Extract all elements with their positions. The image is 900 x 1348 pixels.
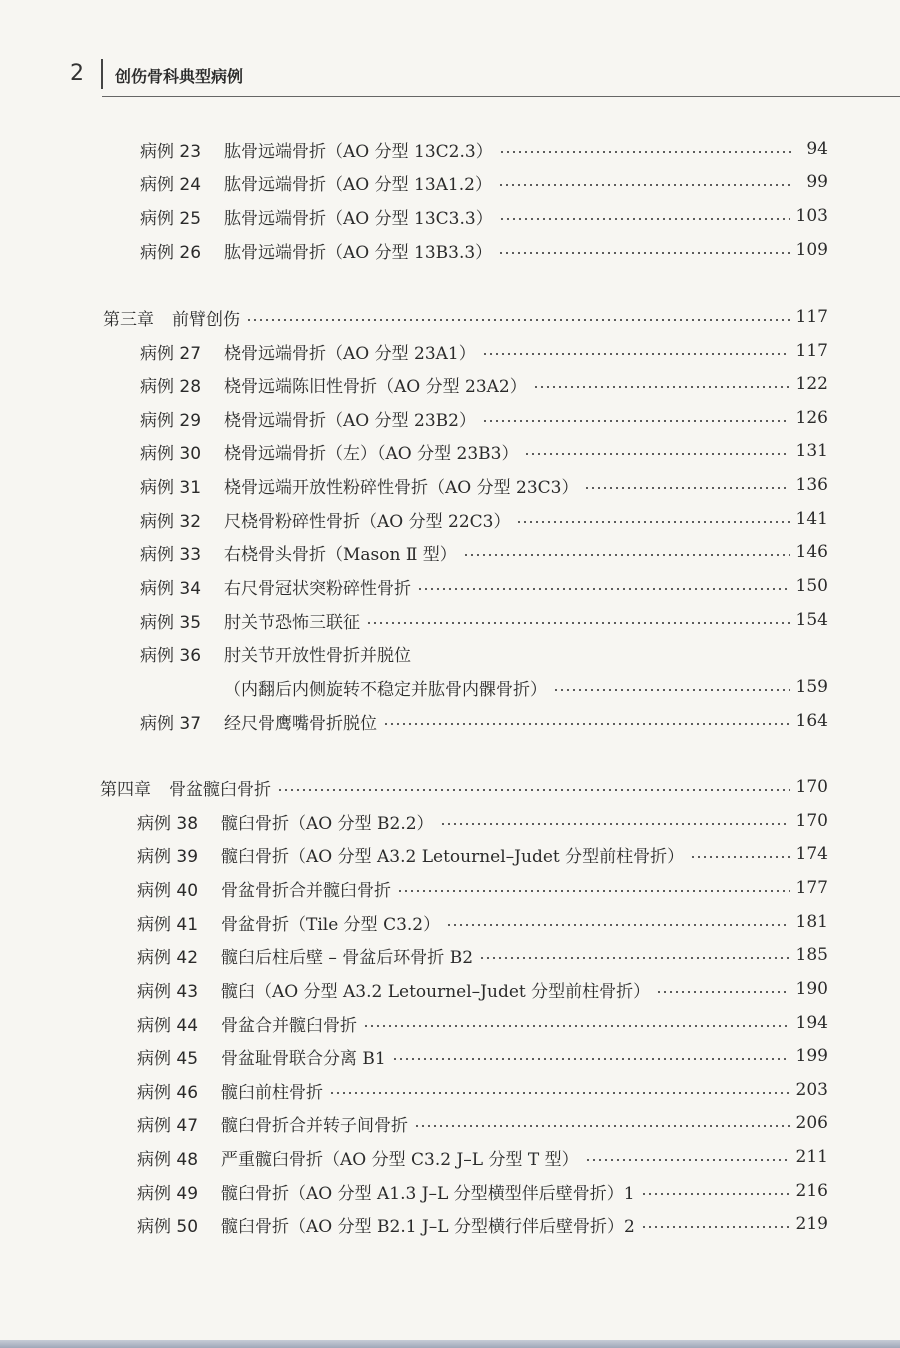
toc-entry[interactable] xyxy=(137,908,828,936)
page-ref: 122 xyxy=(795,374,828,394)
case-title: 右桡骨头骨折（Mason Ⅱ 型） xyxy=(224,544,457,565)
case-title: 桡骨远端骨折（AO 分型 23A1） xyxy=(224,343,476,364)
page-ref: 126 xyxy=(795,408,828,428)
case-title: 经尺骨鹰嘴骨折脱位 xyxy=(224,713,377,734)
case-title: 肱骨远端骨折（AO 分型 13A1.2） xyxy=(224,174,492,195)
toc-entry[interactable] xyxy=(140,135,828,163)
case-label: 病例 31 xyxy=(140,477,202,498)
dot-leader xyxy=(585,1159,790,1161)
dot-leader xyxy=(366,622,790,624)
dot-leader xyxy=(656,991,789,993)
case-subtitle: （内翻后内侧旋转不稳定并肱骨内髁骨折） xyxy=(224,679,547,700)
toc-entry-case-36-subtitle[interactable] xyxy=(224,673,828,701)
toc-entry-case-36[interactable] xyxy=(140,639,828,667)
toc-entry[interactable] xyxy=(140,572,828,600)
chapter-label: 第四章 xyxy=(100,779,151,800)
page-bottom-edge xyxy=(0,1340,900,1348)
toc-entry[interactable] xyxy=(137,1210,828,1238)
toc-entry[interactable] xyxy=(137,975,828,1003)
case-title: 骨盆合并髋臼骨折 xyxy=(221,1015,357,1036)
page-ref: 211 xyxy=(795,1147,828,1167)
case-title: 桡骨远端陈旧性骨折（AO 分型 23A2） xyxy=(224,376,527,397)
case-label: 病例 25 xyxy=(140,208,202,229)
case-label: 病例 46 xyxy=(137,1082,199,1103)
page-ref: 136 xyxy=(795,475,828,495)
page-ref: 190 xyxy=(795,979,828,999)
chapter-entry-4[interactable] xyxy=(100,773,828,801)
dot-leader xyxy=(690,856,789,858)
toc-entry[interactable] xyxy=(137,1076,828,1104)
page-ref: 164 xyxy=(795,711,828,731)
case-title: 桡骨远端骨折（AO 分型 23B2） xyxy=(224,410,476,431)
toc-entry[interactable] xyxy=(140,337,828,365)
case-title: 髋臼后柱后壁 – 骨盆后环骨折 B2 xyxy=(221,947,474,968)
dot-leader xyxy=(417,588,790,590)
case-title: 髋臼骨折（AO 分型 A3.2 Letournel–Judet 分型前柱骨折） xyxy=(221,846,685,867)
case-label: 病例 30 xyxy=(140,443,202,464)
page-ref: 203 xyxy=(795,1080,828,1100)
case-label: 病例 29 xyxy=(140,410,202,431)
case-title: 髋臼骨折（AO 分型 A1.3 J–L 分型横型伴后壁骨折）1 xyxy=(221,1183,635,1204)
chapter-entry-3[interactable] xyxy=(103,303,828,331)
toc-entry[interactable] xyxy=(140,370,828,398)
toc-entry[interactable] xyxy=(140,606,828,634)
page-ref: 170 xyxy=(795,811,828,831)
toc-entry[interactable] xyxy=(137,1042,828,1070)
header-separator xyxy=(101,59,103,89)
case-label: 病例 32 xyxy=(140,511,202,532)
toc-entry[interactable] xyxy=(140,471,828,499)
case-label: 病例 40 xyxy=(137,880,199,901)
case-label: 病例 47 xyxy=(137,1115,199,1136)
toc-entry[interactable] xyxy=(140,538,828,566)
dot-leader xyxy=(516,521,789,523)
toc-entry[interactable] xyxy=(137,840,828,868)
case-label: 病例 45 xyxy=(137,1048,199,1069)
toc-entry[interactable] xyxy=(137,1177,828,1205)
toc-entry[interactable] xyxy=(140,505,828,533)
dot-leader xyxy=(553,689,790,691)
case-title: 桡骨远端开放性粉碎性骨折（AO 分型 23C3） xyxy=(224,477,579,498)
case-label: 病例 39 xyxy=(137,846,199,867)
dot-leader xyxy=(482,420,790,422)
case-title: 髋臼骨折合并转子间骨折 xyxy=(221,1115,408,1136)
case-title: 髋臼（AO 分型 A3.2 Letournel–Judet 分型前柱骨折） xyxy=(221,981,651,1002)
case-label: 病例 26 xyxy=(140,242,202,263)
page-ref: 159 xyxy=(795,677,828,697)
toc-entry[interactable] xyxy=(137,1109,828,1137)
page-ref: 154 xyxy=(795,610,828,630)
toc-entry[interactable] xyxy=(140,236,828,264)
page-ref: 170 xyxy=(795,777,828,797)
page-number: 2 xyxy=(70,61,84,86)
page-ref: 206 xyxy=(795,1113,828,1133)
dot-leader xyxy=(482,353,790,355)
toc-entry[interactable] xyxy=(137,807,828,835)
case-label: 病例 43 xyxy=(137,981,199,1002)
case-title: 桡骨远端骨折（左）（AO 分型 23B3） xyxy=(224,443,519,464)
dot-leader xyxy=(363,1025,790,1027)
case-label: 病例 23 xyxy=(140,141,202,162)
page-ref: 131 xyxy=(795,441,828,461)
dot-leader xyxy=(463,554,790,556)
case-label: 病例 38 xyxy=(137,813,199,834)
case-title: 髋臼前柱骨折 xyxy=(221,1082,323,1103)
case-title: 严重髋臼骨折（AO 分型 C3.2 J–L 分型 T 型） xyxy=(221,1149,579,1170)
case-title: 骨盆骨折合并髋臼骨折 xyxy=(221,880,391,901)
page-ref: 146 xyxy=(795,542,828,562)
case-title: 肘关节开放性骨折并脱位 xyxy=(224,645,411,666)
case-label: 病例 42 xyxy=(137,947,199,968)
case-label: 病例 27 xyxy=(140,343,202,364)
case-label: 病例 37 xyxy=(140,713,202,734)
page-ref: 181 xyxy=(795,912,828,932)
page-ref: 141 xyxy=(795,509,828,529)
case-title: 肱骨远端骨折（AO 分型 13B3.3） xyxy=(224,242,493,263)
case-title: 骨盆骨折（Tile 分型 C3.2） xyxy=(221,914,441,935)
case-title: 肘关节恐怖三联征 xyxy=(224,612,360,633)
dot-leader xyxy=(246,319,790,321)
page-ref: 174 xyxy=(795,844,828,864)
page-ref: 117 xyxy=(795,307,828,327)
case-title: 尺桡骨粉碎性骨折（AO 分型 22C3） xyxy=(224,511,511,532)
toc-entry[interactable] xyxy=(137,874,828,902)
dot-leader xyxy=(498,184,794,186)
page-ref: 109 xyxy=(795,240,828,260)
toc-entry[interactable] xyxy=(137,1009,828,1037)
page-ref: 117 xyxy=(795,341,828,361)
dot-leader xyxy=(414,1125,790,1127)
dot-leader xyxy=(446,924,789,926)
dot-leader xyxy=(524,453,789,455)
case-label: 病例 35 xyxy=(140,612,202,633)
case-title: 肱骨远端骨折（AO 分型 13C2.3） xyxy=(224,141,493,162)
case-title: 骨盆耻骨联合分离 B1 xyxy=(221,1048,386,1069)
case-label: 病例 41 xyxy=(137,914,199,935)
case-label: 病例 33 xyxy=(140,544,202,565)
running-header xyxy=(0,55,900,97)
page-ref: 185 xyxy=(795,945,828,965)
page-ref: 219 xyxy=(795,1214,828,1234)
case-label: 病例 49 xyxy=(137,1183,199,1204)
case-title: 髋臼骨折（AO 分型 B2.1 J–L 分型横行伴后壁骨折）2 xyxy=(221,1216,635,1237)
toc-entry[interactable] xyxy=(140,437,828,465)
chapter-label: 第三章 xyxy=(103,309,154,330)
dot-leader xyxy=(440,823,790,825)
page-ref: 94 xyxy=(806,139,828,159)
page-ref: 216 xyxy=(795,1181,828,1201)
dot-leader xyxy=(498,252,789,254)
chapter-title: 骨盆髋臼骨折 xyxy=(169,779,271,800)
toc-entry[interactable] xyxy=(140,168,828,196)
case-label: 病例 44 xyxy=(137,1015,199,1036)
dot-leader xyxy=(499,151,794,153)
toc-entry[interactable] xyxy=(140,202,828,230)
page-ref: 99 xyxy=(806,172,828,192)
toc-entry[interactable] xyxy=(140,404,828,432)
dot-leader xyxy=(499,218,790,220)
case-label: 病例 24 xyxy=(140,174,202,195)
case-label: 病例 48 xyxy=(137,1149,199,1170)
dot-leader xyxy=(479,957,790,959)
page-ref: 194 xyxy=(795,1013,828,1033)
chapter-title: 前臂创伤 xyxy=(172,309,240,330)
page-ref: 177 xyxy=(795,878,828,898)
header-rule xyxy=(102,96,900,97)
case-label: 病例 34 xyxy=(140,578,202,599)
toc-entry[interactable] xyxy=(137,941,828,969)
dot-leader xyxy=(277,789,790,791)
case-title: 髋臼骨折（AO 分型 B2.2） xyxy=(221,813,434,834)
book-title: 创伤骨科典型病例 xyxy=(115,67,244,86)
page-ref: 150 xyxy=(795,576,828,596)
toc-entry[interactable] xyxy=(140,707,828,735)
dot-leader xyxy=(329,1092,790,1094)
dot-leader xyxy=(584,487,789,489)
dot-leader xyxy=(397,890,790,892)
case-label: 病例 50 xyxy=(137,1216,199,1237)
case-label: 病例 36 xyxy=(140,645,202,666)
case-label: 病例 28 xyxy=(140,376,202,397)
toc-entry[interactable] xyxy=(137,1143,828,1171)
dot-leader xyxy=(392,1058,790,1060)
page-ref: 103 xyxy=(795,206,828,226)
dot-leader xyxy=(641,1226,790,1228)
page-ref: 199 xyxy=(795,1046,828,1066)
dot-leader xyxy=(533,386,790,388)
case-title: 右尺骨冠状突粉碎性骨折 xyxy=(224,578,411,599)
dot-leader xyxy=(641,1193,790,1195)
dot-leader xyxy=(383,723,790,725)
case-title: 肱骨远端骨折（AO 分型 13C3.3） xyxy=(224,208,493,229)
